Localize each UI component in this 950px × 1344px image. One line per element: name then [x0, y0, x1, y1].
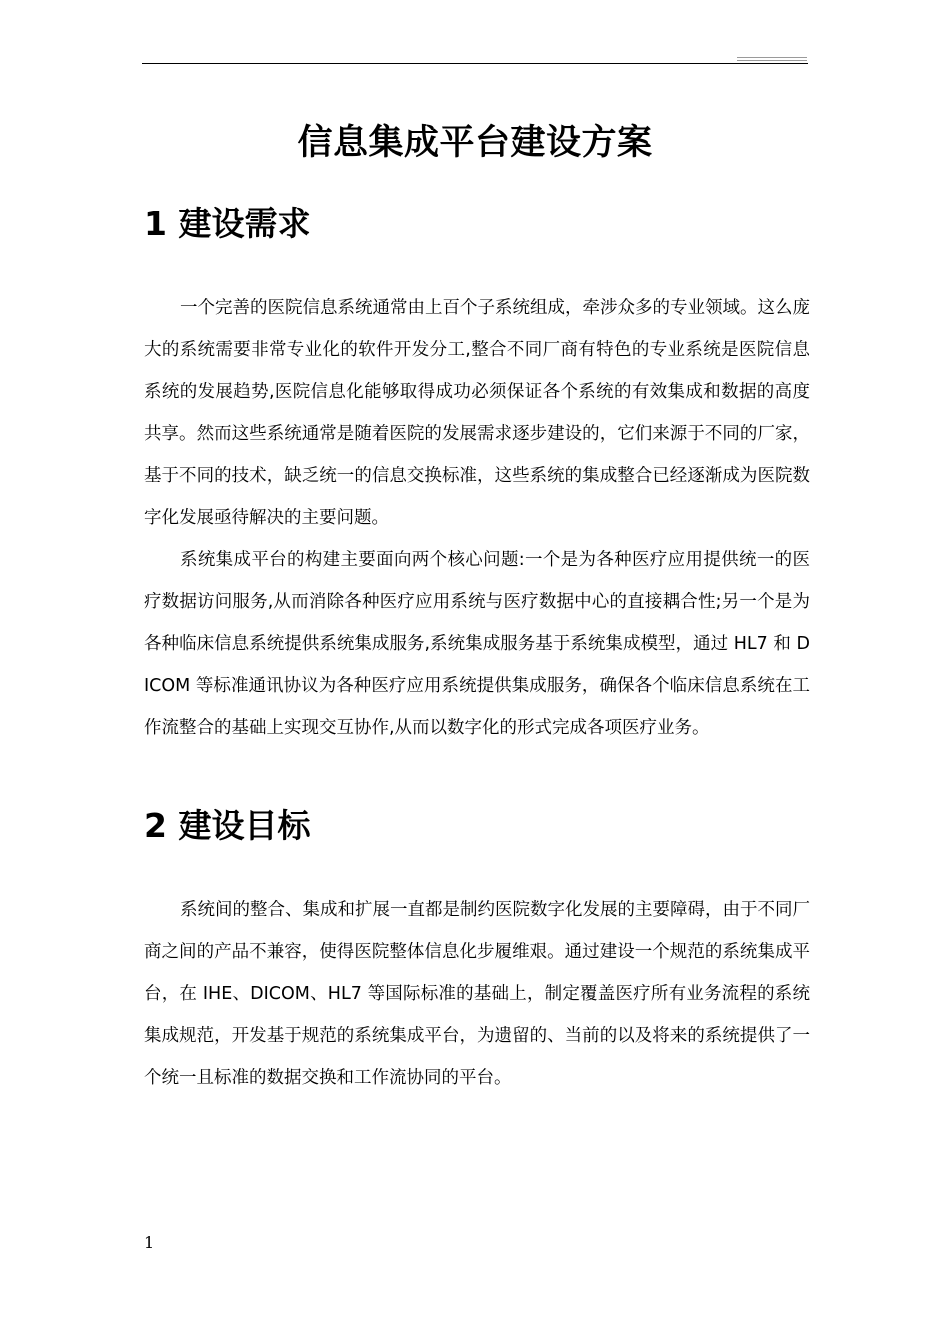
- paragraph: 系统集成平台的构建主要面向两个核心问题:一个是为各种医疗应用提供统一的医疗数据访问服务,从而消除各种医疗应用系统与医疗数据中心的直接耦合性;另一个是为各种临床信息系统提供系统集成服务,系统集成服务基于系统集成模型，通过 HL7 和 DICOM 等标准通讯协议为各种医疗应用系统提供集成服务，确保各个临床信息系统在工作流整合的基础上实现交互协作,从而以数字化的形式完成各项医疗业务。: [144, 550, 810, 738]
- header-decoration-line: [737, 57, 807, 58]
- paragraph: 系统间的整合、集成和扩展一直都是制约医院数字化发展的主要障碍，由于不同厂商之间的产品不兼容，使得医院整体信息化步履维艰。通过建设一个规范的系统集成平台，在 IHE、DICOM、HL7 等国际标准的基础上，制定覆盖医疗所有业务流程的系统集成规范，开发基于规范的系统集成平台，为遗留的、当前的以及将来的系统提供了一个统一且标准的数据交换和工作流协同的平台。: [144, 900, 810, 1088]
- page-number: 1: [144, 1233, 155, 1252]
- header-rule: [142, 63, 808, 64]
- header-decoration-line: [737, 60, 807, 61]
- document-title: 信息集成平台建设方案: [297, 123, 653, 163]
- section-heading-goals: 2 建设目标: [144, 806, 311, 845]
- paragraph: 一个完善的医院信息系统通常由上百个子系统组成，牵涉众多的专业领域。这么庞大的系统需要非常专业化的软件开发分工,整合不同厂商有特色的专业系统是医院信息系统的发展趋势,医院信息化能够取得成功必须保证各个系统的有效集成和数据的高度共享。然而这些系统通常是随着医院的发展需求逐步建设的，它们来源于不同的厂家，基于不同的技术，缺乏统一的信息交换标准，这些系统的集成整合已经逐渐成为医院数字化发展亟待解决的主要问题。: [144, 298, 810, 528]
- section-heading-requirements: 1 建设需求: [144, 204, 311, 243]
